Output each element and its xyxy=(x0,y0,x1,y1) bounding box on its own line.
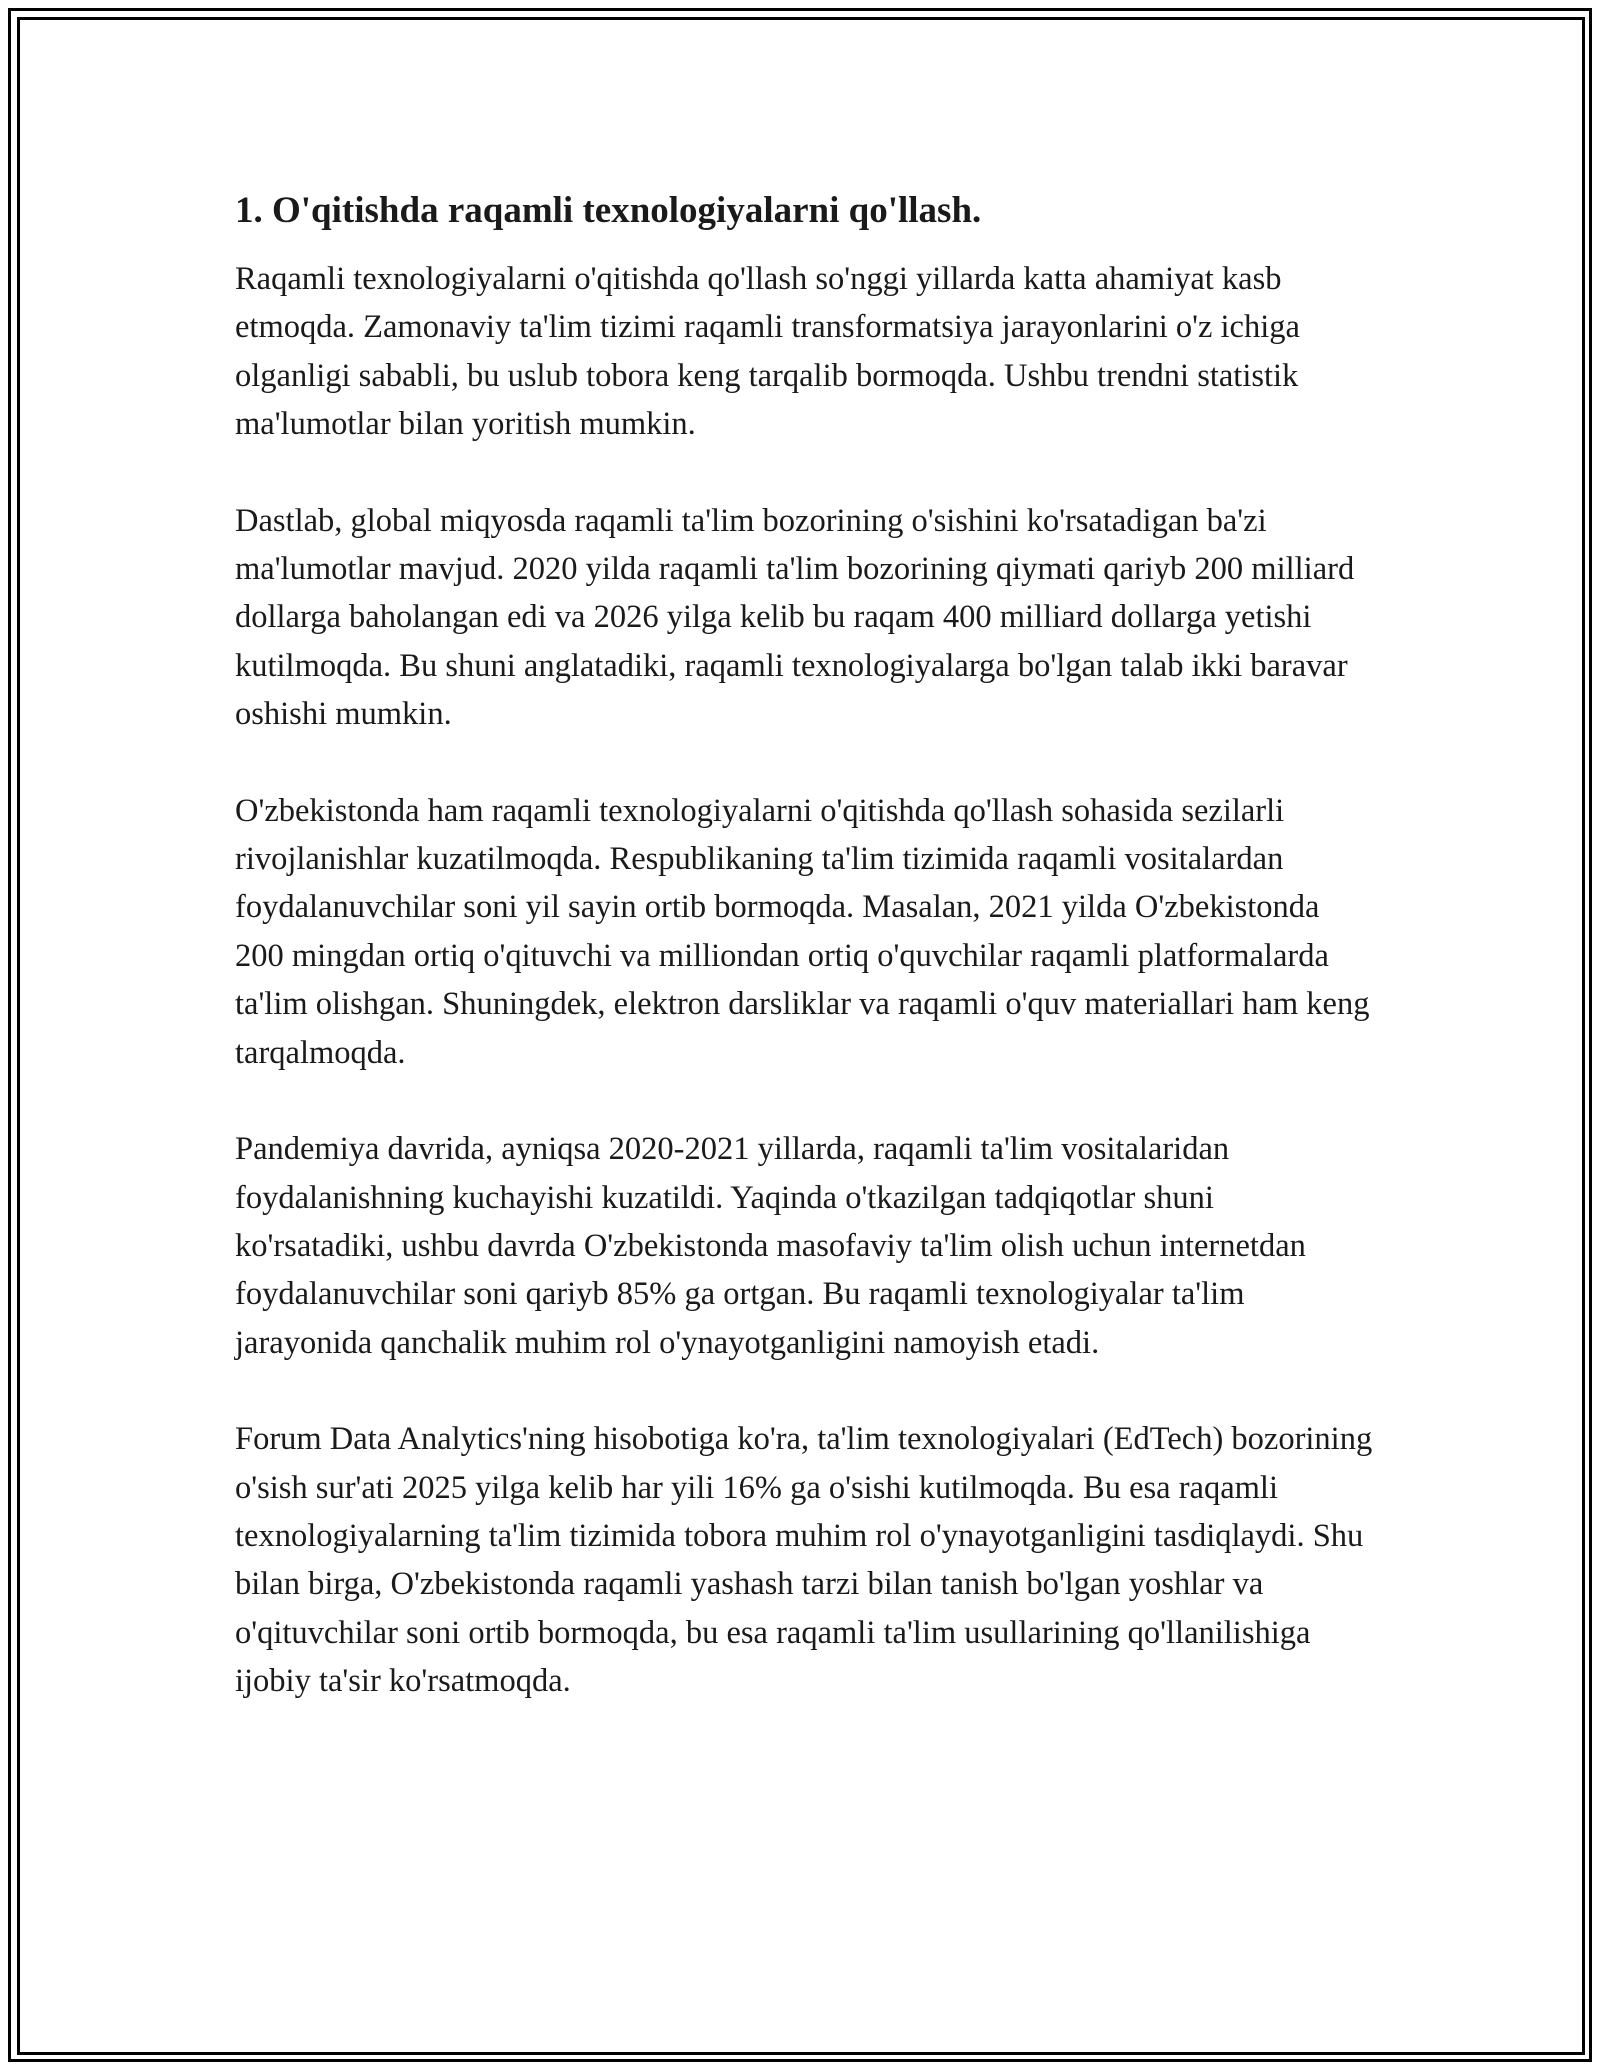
section-heading: 1. O'qitishda raqamli texnologiyalarni qo'llash. xyxy=(235,190,982,231)
paragraph-2: Dastlab, global miqyosda raqamli ta'lim bozorining o'sishini ko'rsatadigan ba'zi ma'lumotlar mavjud. 2020 yilda raqamli ta'lim bozorining qiymati qariyb 200 milliard dollarga baholangan edi va 2026 yilga kelib bu raqam 400 milliard dollarga yetishi kutilmoqda. Bu shuni anglatadiki, raqamli texnologiyalarga bo'lgan talab ikki baravar oshishi mumkin. xyxy=(235,502,1355,733)
paragraph-1: Raqamli texnologiyalarni o'qitishda qo'llash so'nggi yillarda katta ahamiyat kasb etmoqda. Zamonaviy ta'lim tizimi raqamli transformatsiya jarayonlarini o'z ichiga olganligi sababli, bu uslub tobora keng tarqalib bormoqda. Ushbu trendni statistik ma'lumotlar bilan yoritish mumkin. xyxy=(235,261,1300,443)
paragraph-5: Forum Data Analytics'ning hisobotiga ko'ra, ta'lim texnologiyalari (EdTech) bozorining o'sish sur'ati 2025 yilga kelib har yili 16% ga o'sishi kutilmoqda. Bu esa raqamli texnologiyalarning ta'lim tizimida tobora muhim rol o'ynayotganligini tasdiqlaydi. Shu bilan birga, O'zbekistonda raqamli yashash tarzi bilan tanish bo'lgan yoshlar va o'qituvchilar soni ortib bormoqda, bu esa raqamli ta'lim usullarining qo'llanilishiga ijobiy ta'sir ko'rsatmoqda. xyxy=(235,1421,1373,1700)
paragraph-4: Pandemiya davrida, ayniqsa 2020-2021 yillarda, raqamli ta'lim vositalaridan foydalanishning kuchayishi kuzatildi. Yaqinda o'tkazilgan tadqiqotlar shuni ko'rsatadiki, ushbu davrda O'zbekistonda masofaviy ta'lim olish uchun internetdan foydalanuvchilar soni qariyb 85% ga ortgan. Bu raqamli texnologiyalar ta'lim jarayonida qanchalik muhim rol o'ynayotganligini namoyish etadi. xyxy=(235,1131,1306,1361)
paragraph-3: O'zbekistonda ham raqamli texnologiyalarni o'qitishda qo'llash sohasida sezilarli rivojlanishlar kuzatilmoqda. Respublikaning ta'lim tizimida raqamli vositalardan foydalanuvchilar soni yil sayin ortib bormoqda. Masalan, 2021 yilda O'zbekistonda 200 mingdan ortiq o'qituvchi va milliondan ortiq o'quvchilar raqamli platformalarda ta'lim olishgan. Shuningdek, elektron darsliklar va raqamli o'quv materiallari ham keng tarqalmoqda. xyxy=(235,792,1370,1071)
document-body xyxy=(235,185,1375,1754)
